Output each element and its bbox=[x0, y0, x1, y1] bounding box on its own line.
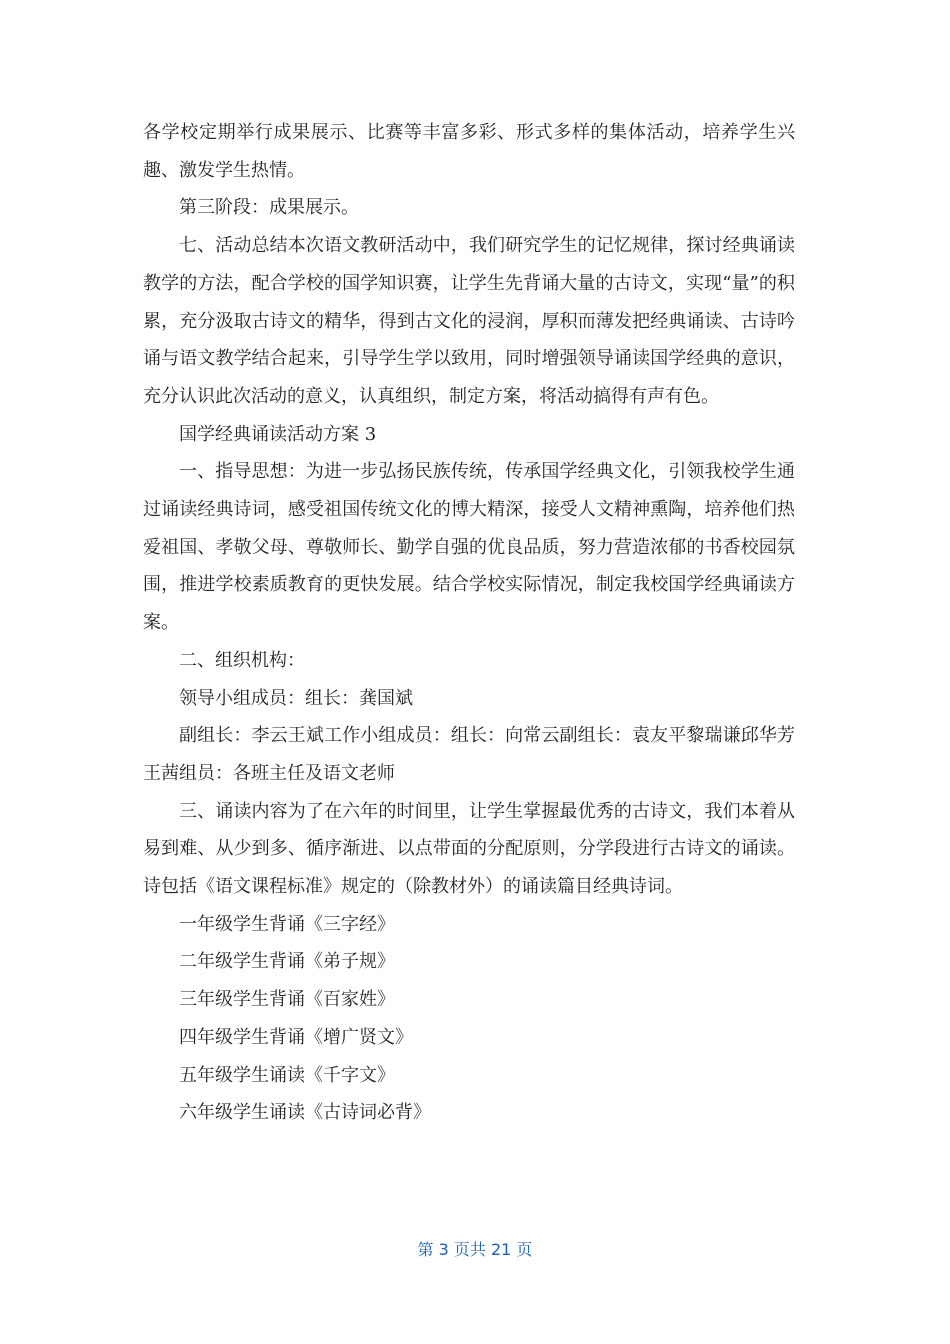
list-item-grade-2: 二年级学生背诵《弟子规》 bbox=[179, 951, 395, 973]
list-item-grade-1: 一年级学生背诵《三字经》 bbox=[179, 913, 395, 935]
paragraph-3: 七、活动总结本次语文教研活动中，我们研究学生的记忆规律，探讨经典诵读教学的方法，配合学校的国学知识赛，让学生先背诵大量的古诗文，实现“量”的积累，充分汲取古诗文的精华，得到古文化的浸润，厚积而薄发把经典诵读、古诗吟诵与语文教学结合起来，引导学生学以致用，同时增强领导诵读国学经典的意识，充分认识此次活动的意义，认真组织，制定方案，将活动搞得有声有色。 bbox=[143, 235, 795, 407]
list-item-grade-3: 三年级学生背诵《百家姓》 bbox=[179, 989, 395, 1011]
document-body bbox=[143, 114, 795, 1132]
paragraph-leader-group: 领导小组成员：组长：龚国斌 bbox=[179, 687, 413, 709]
paragraph-organization: 二、组织机构： bbox=[179, 649, 305, 671]
paragraph-1: 各学校定期举行成果展示、比赛等丰富多彩、形式多样的集体活动，培养学生兴趣、激发学生热情。 bbox=[143, 122, 795, 181]
paragraph-deputy-group: 副组长：李云王斌工作小组成员：组长：向常云副组长：袁友平黎瑞谦邱华芳王茜组员：各班主任及语文老师 bbox=[143, 725, 795, 784]
page-number: 第 3 页共 21 页 bbox=[417, 1240, 533, 1259]
list-item-grade-4: 四年级学生背诵《增广贤文》 bbox=[179, 1026, 413, 1048]
list-item-grade-6: 六年级学生诵读《古诗词必背》 bbox=[179, 1102, 431, 1124]
paragraph-guiding-thought: 一、指导思想：为进一步弘扬民族传统，传承国学经典文化，引领我校学生通过诵读经典诗词，感受祖国传统文化的博大精深，接受人文精神熏陶，培养他们热爱祖国、孝敬父母、尊敬师长、勤学自强的优良品质，努力营造浓郁的书香校园氛围，推进学校素质教育的更快发展。结合学校实际情况，制定我校国学经典诵读方案。 bbox=[143, 461, 795, 634]
list-item-grade-5: 五年级学生诵读《千字文》 bbox=[179, 1064, 395, 1086]
section-heading: 国学经典诵读活动方案 3 bbox=[179, 423, 377, 445]
paragraph-reading-content: 三、诵读内容为了在六年的时间里，让学生掌握最优秀的古诗文，我们本着从易到难、从少到多、循序渐进、以点带面的分配原则，分学段进行古诗文的诵读。诗包括《语文课程标准》规定的（除教材外）的诵读篇目经典诗词。 bbox=[143, 800, 795, 898]
paragraph-2: 第三阶段：成果展示。 bbox=[179, 197, 359, 219]
